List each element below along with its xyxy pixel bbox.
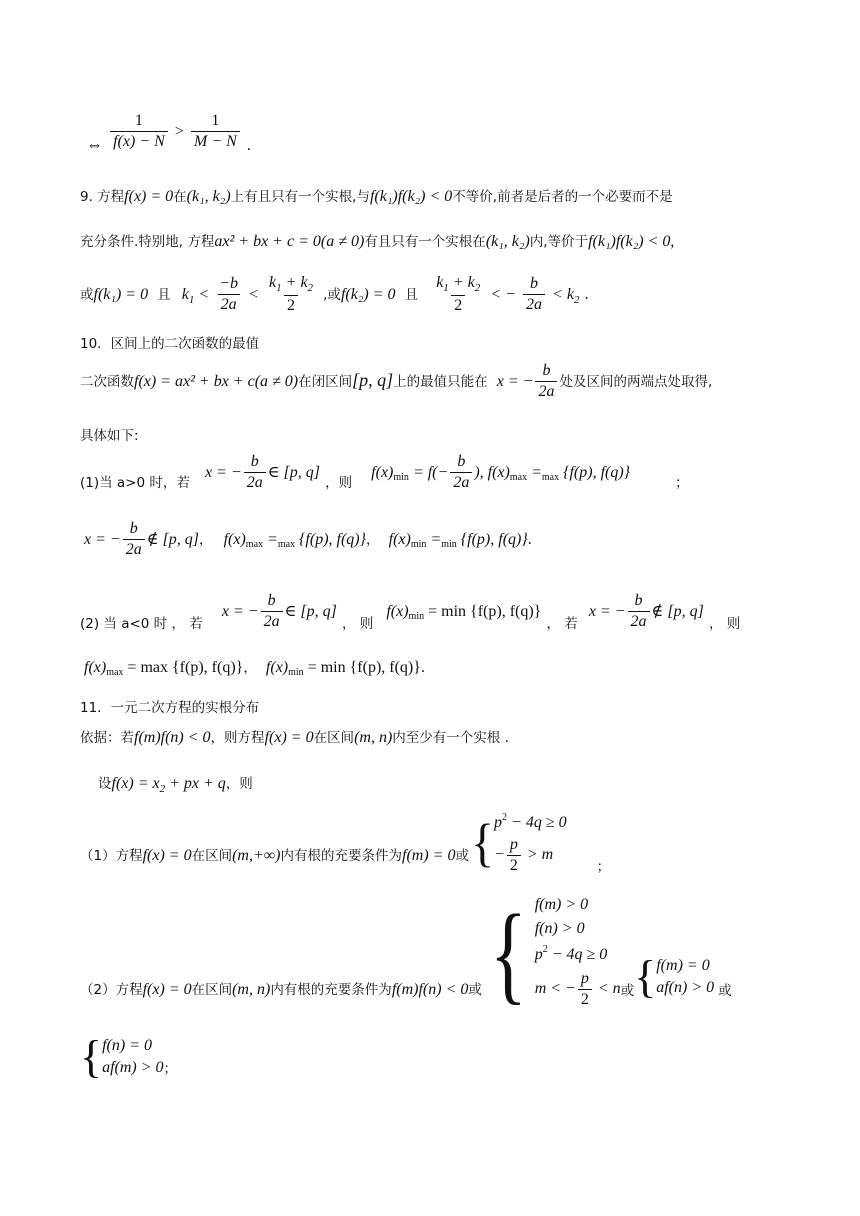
item11-case1: （1）方程f(x) = 0在区间(m,+∞)内有根的充要条件为f(m) = 0或 { $p^2 - 4q \ge 0$ − $\frac{p}{2}$ > m ； (80, 812, 610, 879)
system-3: { f(m) = 0 af(n) > 0 (634, 951, 715, 1002)
system-1: { $p^2 - 4q \ge 0$ − $\frac{p}{2}$ > m (470, 812, 567, 874)
item10-title: 10．区间上的二次函数的最值 (80, 336, 260, 352)
fraction-right: $\frac{1}{M - N}$ (191, 112, 240, 151)
item11-case2: （2）方程f(x) = 0在区间(m, n)内有根的充要条件为f(m)f(n) < 0或 { f(m) > 0 f(n) > 0 $p^2 - 4q \ge 0$ m < − $\frac{p}{2}$ < n 或 { f(m) = 0 af(n) > 0 或 (80, 891, 732, 1014)
system-2: { f(m) > 0 f(n) > 0 $p^2 - 4q \ge 0$ m < − $\frac{p}{2}$ < n (489, 891, 621, 1014)
item9-line3: 或f(k₁) = 0 且 $k_1$ < $\frac{-b}{2a}$ < $\frac{k_1 + k_2}{2}$ ,或f(k₂) = 0 且 $\frac{k_1 + k_2}{2}$ < − $\frac{b}{2a}$ < $k_2$ . (80, 274, 589, 314)
item11-basis: 依据：若f(m)f(n) < 0，则方程f(x) = 0在区间(m, n)内至少有一个实根 . (80, 729, 509, 746)
item9-line1: 9. 方程f(x) = 0在(k₁, k₂)上有且只有一个实根,与f(k₁)f(k₂) < 0不等价,前者是后者的一个必要而不是 (80, 188, 673, 205)
item10-case2: $_{(2) 当 a<0 时 , 若}$ x = − $\frac{b}{2a}$ ∈ [p, q] $_{, 则}$ $f(x)_{min} = \min \{f(p)$, f(q)} $_{, 若}$ x = − $\frac{b}{2a}$ ∉ [p, q] $_{, 则}$ (80, 592, 741, 632)
system-4: { f(n) = 0 af(m) > 0 (80, 1031, 164, 1082)
equivalence-line: ⇔ $\frac{1}{f(x) - N}$ > $\frac{1}{M - N}$ . (86, 112, 251, 154)
item11-case2-line2: { f(n) = 0 af(m) > 0 ； (80, 1031, 178, 1082)
item10-case1-line2: x = − $\frac{b}{2a}$ ∉ [p, q]， $f(x)_{max} =_{max}$ {f(p), f(q)}， $f(x)_{min} =_{min}$ {f(p), f(q)}. (84, 520, 532, 558)
item10-case1: $_{(1)当 a>0 时,若}$ x = − $\frac{b}{2a}$ ∈ [p, q] $_{,则}$ $f(x)_{min} = f(-$ $\frac{b}{2a}$ ), $f(x)_{max} =_{max}$ {f(p), f(q)} $_;$ (80, 453, 689, 491)
item11-title: 11．一元二次方程的实根分布 (80, 700, 260, 716)
item9-line2: 充分条件.特别地, 方程ax² + bx + c = 0(a ≠ 0)有且只有一个实根在(k₁, k₂)内,等价于f(k₁)f(k₂) < 0, (80, 233, 675, 250)
item10-line1: 二次函数f(x) = ax² + bx + c(a ≠ 0)在闭区间[p, q]上的最值只能在 x = − $\frac{b}{2a}$ 处及区间的两端点处取得, (80, 362, 713, 400)
item10-case2-line2: $f(x)_{max} = \max \{f(p)$, f(q)}， $f(x)_{min} = \min \{f(p)$, f(q)}. (84, 659, 425, 678)
fraction-left: $\frac{1}{f(x) - N}$ (110, 112, 168, 151)
item11-set: 设$f(x) = x_2$ + px + q，则 (98, 775, 253, 795)
item10-line2: 具体如下: (80, 428, 139, 444)
